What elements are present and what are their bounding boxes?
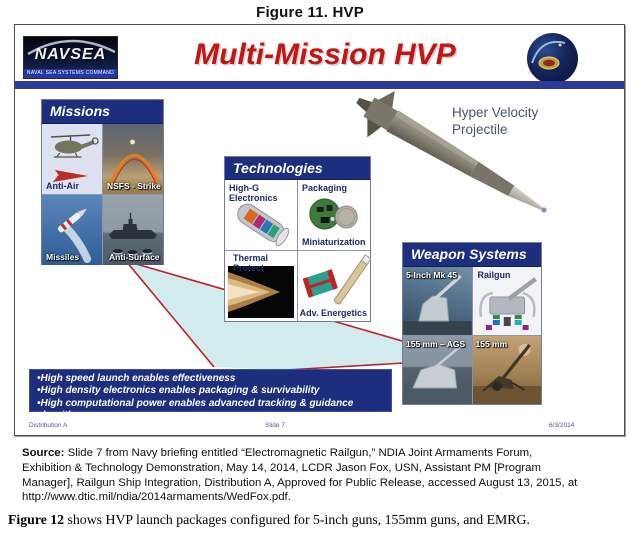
weapon-155mm-image [473, 336, 542, 404]
tech-label-thermal-protect: Thermal Protect [233, 253, 269, 273]
key-points-box [29, 369, 392, 422]
distribution-statement: Distribution A [29, 422, 68, 429]
technologies-header: Technologies [225, 157, 370, 180]
mission-label-nsfs-strike: NSFS - Strike [107, 181, 161, 191]
source-label: Source: [22, 447, 65, 459]
mission-label-anti-air: Anti-Air [46, 181, 79, 191]
missions-section [41, 99, 164, 265]
weapon-systems-header: Weapon Systems [403, 243, 541, 267]
tech-adv-energetics-image [298, 251, 370, 321]
briefing-slide [14, 24, 625, 436]
weapon-systems-section [402, 242, 542, 405]
tech-high-g-electronics-image [225, 180, 297, 250]
mission-label-missiles: Missiles [46, 252, 80, 262]
bullet-3: •High computational power enables advanced tracking & guidance algorithms [37, 397, 354, 422]
weapon-5-inch-mk45-image [403, 267, 472, 335]
figure-12-reference: Figure 12 shows HVP launch packages configured for 5-inch guns, 155mm guns, and EMRG. [8, 512, 530, 527]
missions-header: Missions [42, 100, 163, 124]
source-line-4: http://www.dtic.mil/ndia/2014armaments/WedFox.pdf. [22, 491, 291, 504]
mission-anti-surface-image [103, 195, 163, 265]
hvp-label [452, 104, 538, 138]
tech-thermal-protect-image [225, 251, 297, 321]
bullet-2: •High density electronics enables packaging & survivability [37, 385, 320, 397]
weapon-label-155-ags: 155 mm – AGS [406, 339, 466, 349]
tech-label-high-g: High-G Electronics [229, 183, 278, 203]
source-citation [22, 446, 628, 505]
source-line-2: Exhibition & Technology Demonstration, May 14, 2014, LCDR Jason Fox, USN, Assistant PM [Program [22, 461, 541, 474]
bullet-1: •High speed launch enables effectiveness [37, 373, 236, 384]
navsea-logo-text: NAVSEA [34, 46, 107, 63]
mission-label-anti-surface: Anti-Surface [109, 252, 160, 262]
source-line-3: Manager], Railgun Ship Integration, Distribution A, Approved for Public Release, accessed August 13, 2015, at [22, 476, 578, 489]
tech-label-adv-energetics: Adv. Energetics [299, 308, 367, 318]
weapon-155-ags-image [403, 336, 472, 404]
slide-title: Multi-Mission HVP [194, 38, 456, 71]
mission-anti-air-image [42, 124, 102, 194]
weapon-railgun-image [473, 267, 542, 335]
slide-number: Slide 7 [265, 422, 285, 429]
source-line-1: Source: Slide 7 from Navy briefing entitled “Electromagnetic Railgun,” NDIA Joint Armaments Forum, [22, 447, 533, 459]
mission-nsfs-strike-image [103, 124, 163, 194]
slide-date: 6/3/2014 [549, 422, 575, 429]
tech-label-miniaturization: Miniaturization [302, 237, 366, 247]
navsea-logo-subtitle: NAVAL SEA SYSTEMS COMMAND [24, 69, 117, 78]
weapon-label-5-inch: 5-Inch Mk 45 [406, 270, 458, 280]
weapon-label-railgun: Railgun [477, 270, 511, 280]
figure-11-caption: Figure 11. HVP [256, 4, 364, 21]
technologies-section [224, 156, 371, 322]
weapon-label-155mm: 155 mm [475, 339, 508, 349]
figure-12-label: Figure 12 [8, 512, 65, 527]
tech-packaging-image [298, 180, 370, 250]
mission-missiles-image [42, 195, 102, 265]
hvp-label-line2: Projectile [452, 122, 508, 137]
tech-label-packaging: Packaging [302, 183, 348, 193]
hvp-label-line1: Hyper Velocity [452, 105, 539, 120]
